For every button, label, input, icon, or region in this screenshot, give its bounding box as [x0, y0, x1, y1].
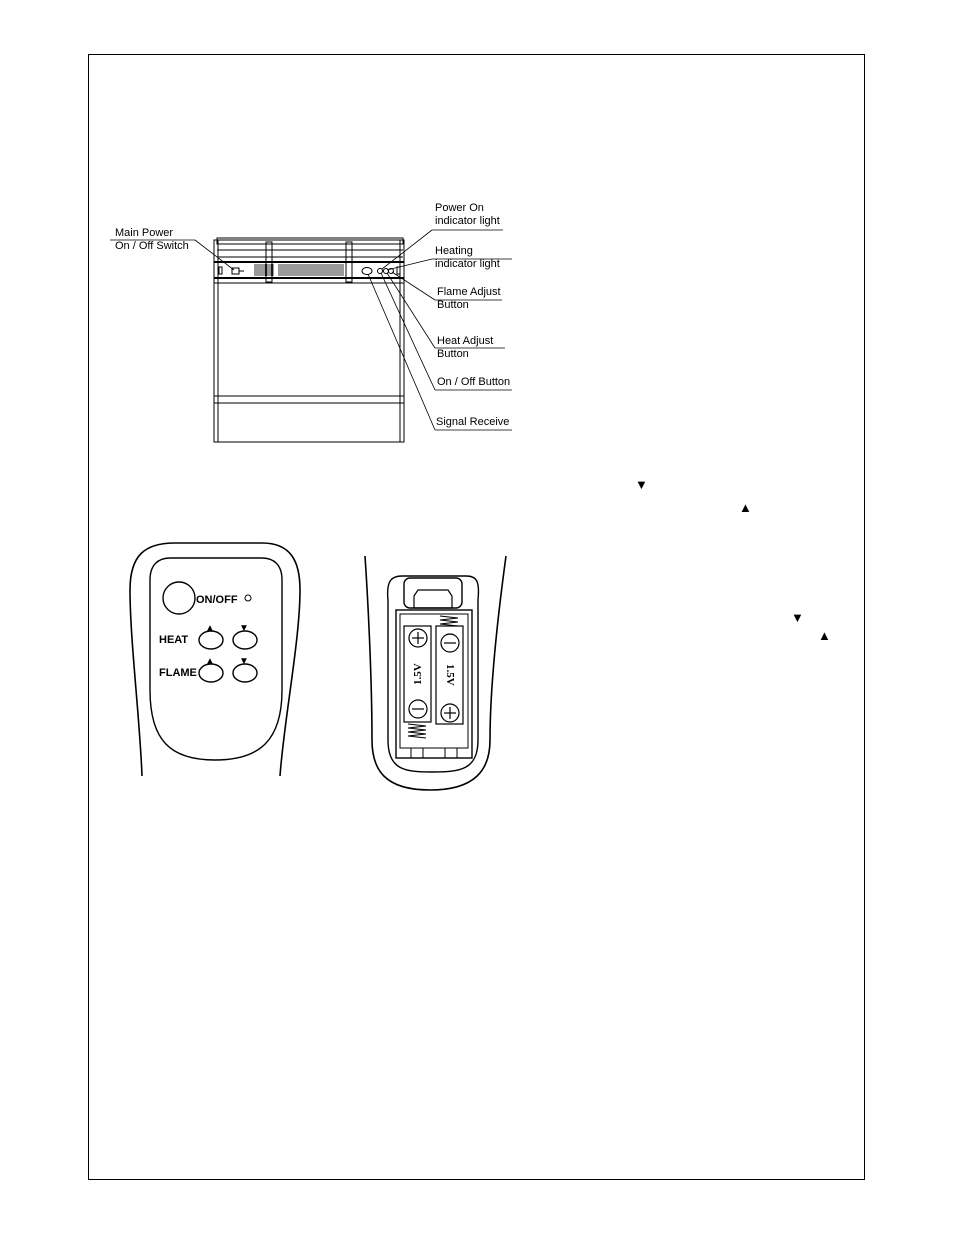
heat-adjust-label-line1: Heat Adjust — [437, 335, 494, 347]
flame-adjust-label-line2: Button — [437, 299, 469, 311]
down-arrow-icon: ▼ — [791, 610, 804, 625]
battery-compartment — [396, 610, 472, 758]
flame-down-arrow-icon: ▼ — [239, 656, 249, 667]
remote-flame-label: FLAME — [159, 667, 197, 679]
main-power-label-line2: On / Off Switch — [115, 240, 189, 252]
heat-adjust-label-line2: Button — [437, 348, 469, 360]
up-arrow-icon: ▲ — [818, 628, 831, 643]
battery-2-voltage-label: 1.5V — [444, 664, 456, 686]
onoff-button-label: On / Off Button — [437, 376, 511, 388]
heating-label-line2: indicator light — [435, 258, 500, 270]
battery-1-voltage-label: 1.5V — [412, 663, 424, 685]
heat-up-arrow-icon: ▲ — [205, 623, 215, 634]
down-arrow-icon: ▼ — [635, 477, 648, 492]
heat-down-arrow-icon: ▼ — [239, 623, 249, 634]
battery-cover-latch — [404, 578, 462, 608]
main-power-label-line1: Main Power — [115, 227, 174, 239]
remote-heat-label: HEAT — [159, 634, 189, 646]
flame-adjust-label-line1: Flame Adjust — [437, 286, 501, 298]
flame-up-arrow-icon: ▲ — [205, 656, 215, 667]
power-on-label-line1: Power On — [435, 202, 484, 214]
up-arrow-icon: ▲ — [739, 500, 752, 515]
remote-onoff-label: ON/OFF — [196, 594, 238, 606]
signal-receive-label: Signal Receive — [436, 416, 510, 428]
heating-label-line1: Heating — [435, 245, 473, 257]
power-on-label-line2: indicator light — [435, 215, 500, 227]
